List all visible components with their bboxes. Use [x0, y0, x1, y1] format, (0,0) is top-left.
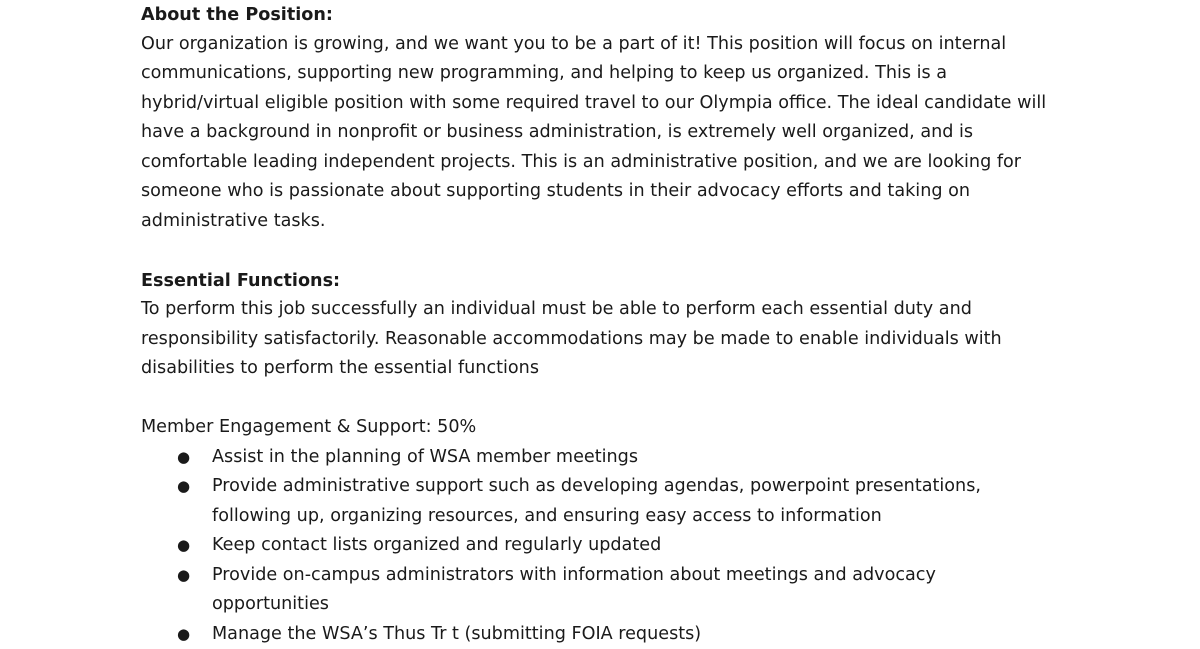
essential-line: disabilities to perform the essential functions [141, 354, 1071, 384]
list-item [141, 561, 1071, 620]
list-item-line: following up, organizing resources, and ensuring easy access to information [212, 502, 1071, 532]
spacer [141, 236, 1071, 266]
list-item-line: Keep contact lists organized and regularly updated [212, 531, 1071, 561]
essential-line: To perform this job successfully an individual must be able to perform each essential duty and [141, 295, 1071, 325]
list-item-line: Provide administrative support such as developing agendas, powerpoint presentations, [212, 472, 1071, 502]
list-item [141, 472, 1071, 531]
list-item [141, 620, 1071, 649]
list-item-line: Provide on-campus administrators with information about meetings and advocacy [212, 561, 1071, 591]
spacer [141, 384, 1071, 414]
list-item-line: Manage the WSA’s Thus Tr t (submitting FOIA requests) [212, 620, 1071, 649]
list-item [141, 443, 1071, 473]
about-line: communications, supporting new programming, and helping to keep us organized. This is a [141, 59, 1071, 89]
bullet-icon: ● [177, 561, 190, 591]
essential-line: responsibility satisfactorily. Reasonable accommodations may be made to enable individuals with [141, 325, 1071, 355]
about-line: someone who is passionate about supporting students in their advocacy efforts and taking on [141, 177, 1071, 207]
list-item-line: opportunities [212, 590, 1071, 620]
about-line: Our organization is growing, and we want you to be a part of it! This position will focus on internal [141, 30, 1071, 60]
about-heading: About the Position: [141, 1, 1071, 31]
about-line: have a background in nonprofit or business administration, is extremely well organized, and is [141, 118, 1071, 148]
about-line: comfortable leading independent projects. This is an administrative position, and we are looking for [141, 148, 1071, 178]
document-page [141, 0, 1071, 649]
bullet-icon: ● [177, 620, 190, 649]
member-engagement-label: Member Engagement & Support: 50% [141, 413, 1071, 443]
essential-functions-heading: Essential Functions: [141, 267, 1071, 297]
bullet-icon: ● [177, 443, 190, 473]
bullet-icon: ● [177, 531, 190, 561]
bullet-icon: ● [177, 472, 190, 502]
about-paragraph [141, 30, 1071, 237]
about-line: hybrid/virtual eligible position with some required travel to our Olympia office. The ideal candidate will [141, 89, 1071, 119]
about-line: administrative tasks. [141, 207, 1071, 237]
list-item [141, 531, 1071, 561]
member-engagement-list [141, 443, 1071, 649]
list-item-line: Assist in the planning of WSA member meetings [212, 443, 1071, 473]
essential-functions-paragraph [141, 295, 1071, 384]
